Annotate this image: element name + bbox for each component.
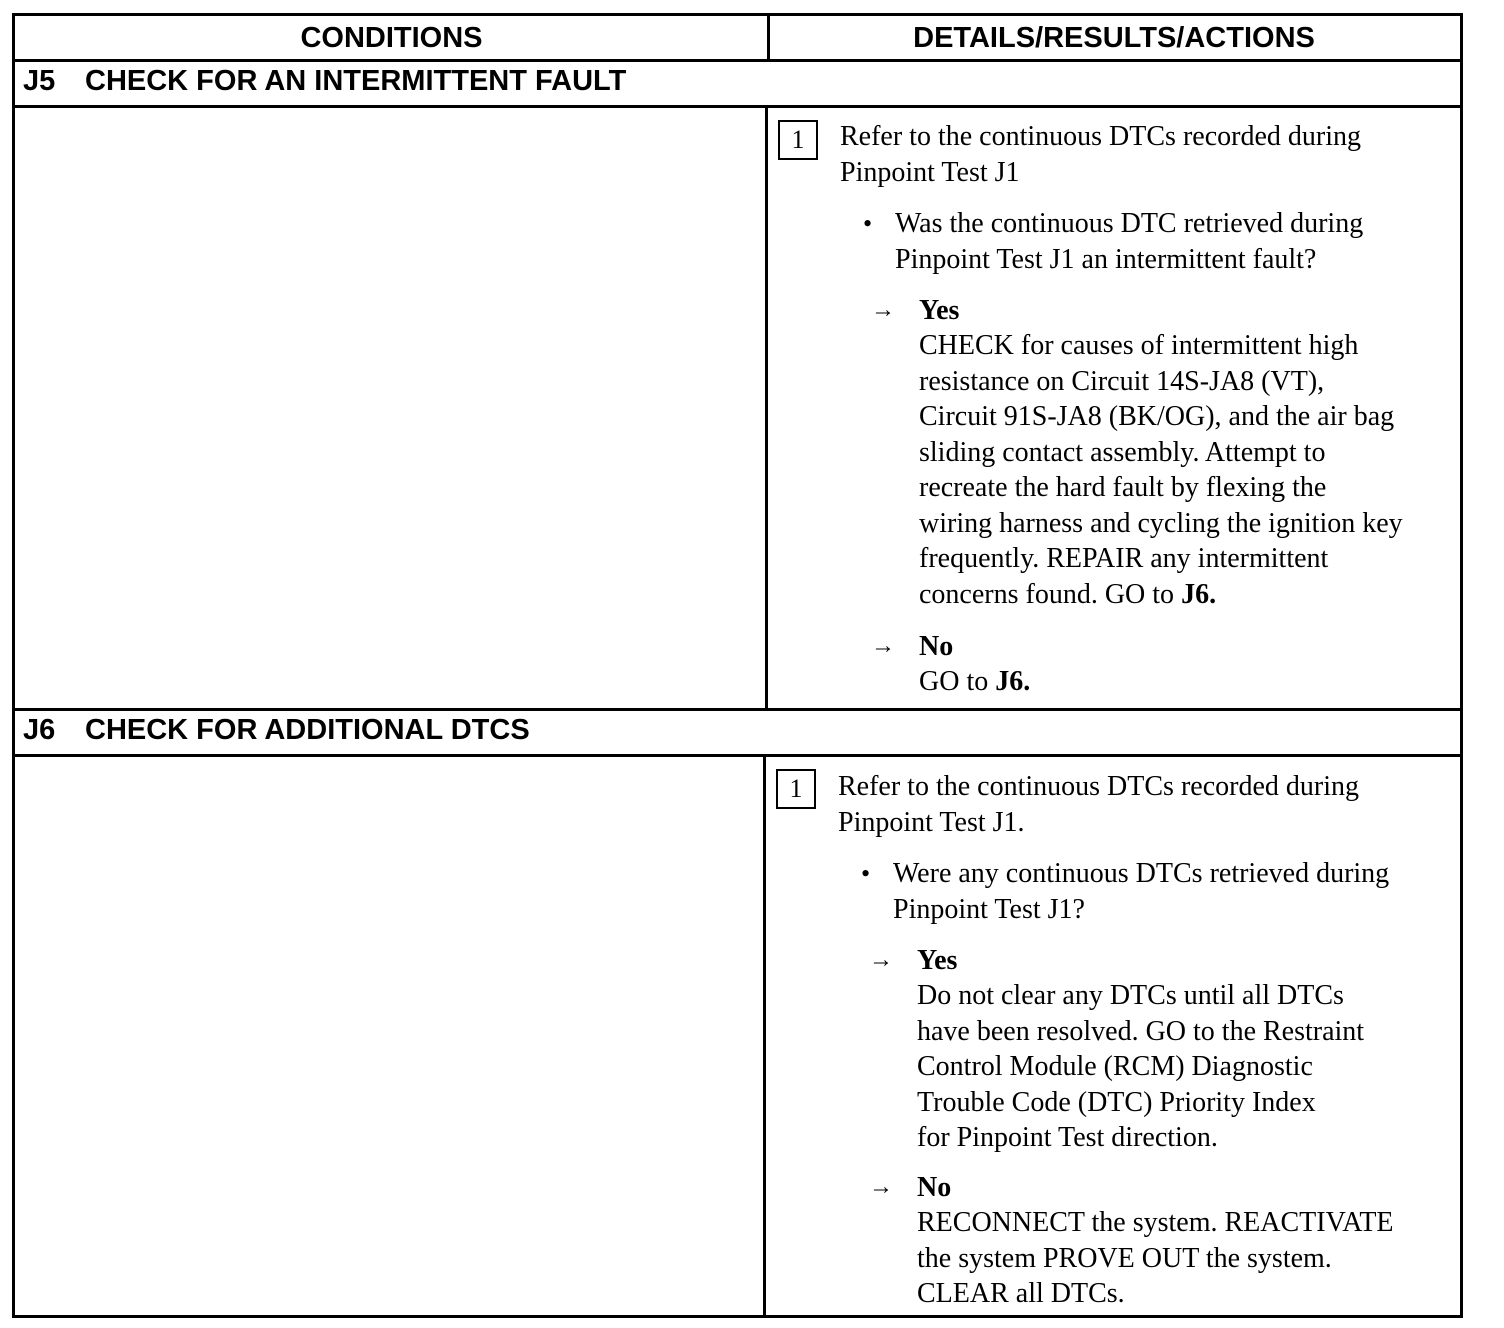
step-text: Refer to the continuous DTCs recorded during Pinpoint Test J1 xyxy=(840,121,1361,188)
no-action-text: GO to J6. xyxy=(919,666,1031,697)
yes-action-text: CHECK for causes of intermittent high resistance on Circuit 14S-JA8 (VT), Circuit 91S-JA8 (BK/OG), and the air bag sliding contact assembly. Attempt to recreate the hard fault by flexing the wiring harness and cycling the ignition key frequently. REPAIR any intermittent concerns found. GO to J6. xyxy=(919,330,1403,610)
header-details: DETAILS/RESULTS/ACTIONS xyxy=(913,21,1315,54)
goto-reference[interactable]: J6. xyxy=(995,666,1031,697)
arrow-right-icon: → xyxy=(871,633,895,659)
arrow-right-icon: → xyxy=(869,1174,893,1200)
question-text: Was the continuous DTC retrieved during Pinpoint Test J1 an intermittent fault? xyxy=(895,208,1364,275)
question-text: Were any continuous DTCs retrieved during Pinpoint Test J1? xyxy=(893,858,1390,925)
goto-reference[interactable]: J6. xyxy=(1181,578,1217,610)
section-title-j6 xyxy=(15,708,1460,752)
no-label: No xyxy=(919,631,954,662)
section-j5-details xyxy=(768,105,1460,711)
arrow-right-icon: → xyxy=(871,297,895,323)
section-id: J5 xyxy=(23,64,56,97)
step-number-box: 1 xyxy=(776,769,816,809)
diagnostic-table xyxy=(12,13,1463,1318)
bullet-icon: • xyxy=(861,859,871,888)
no-action-text: RECONNECT the system. REACTIVATE the system PROVE OUT the system. CLEAR all DTCs. xyxy=(917,1207,1394,1309)
section-j6-details xyxy=(766,754,1460,1317)
yes-action-text: Do not clear any DTCs until all DTCs have been resolved. GO to the Restraint Control Module (RCM) Diagnostic Trouble Code (DTC) Priority Index for Pinpoint Test direction. xyxy=(917,980,1365,1153)
bullet-icon: • xyxy=(863,209,873,238)
header-conditions: CONDITIONS xyxy=(300,21,483,54)
arrow-right-icon: → xyxy=(869,947,893,973)
step-text: Refer to the continuous DTCs recorded during Pinpoint Test J1. xyxy=(838,771,1359,838)
column-divider xyxy=(767,16,770,60)
section-id: J6 xyxy=(23,713,56,746)
yes-label: Yes xyxy=(919,295,960,326)
section-title-j5 xyxy=(15,59,1460,103)
yes-label: Yes xyxy=(917,945,958,976)
section-title-text: CHECK FOR ADDITIONAL DTCS xyxy=(85,713,530,746)
no-label: No xyxy=(917,1172,952,1203)
section-title-text: CHECK FOR AN INTERMITTENT FAULT xyxy=(85,64,627,97)
step-number-box: 1 xyxy=(778,120,818,160)
